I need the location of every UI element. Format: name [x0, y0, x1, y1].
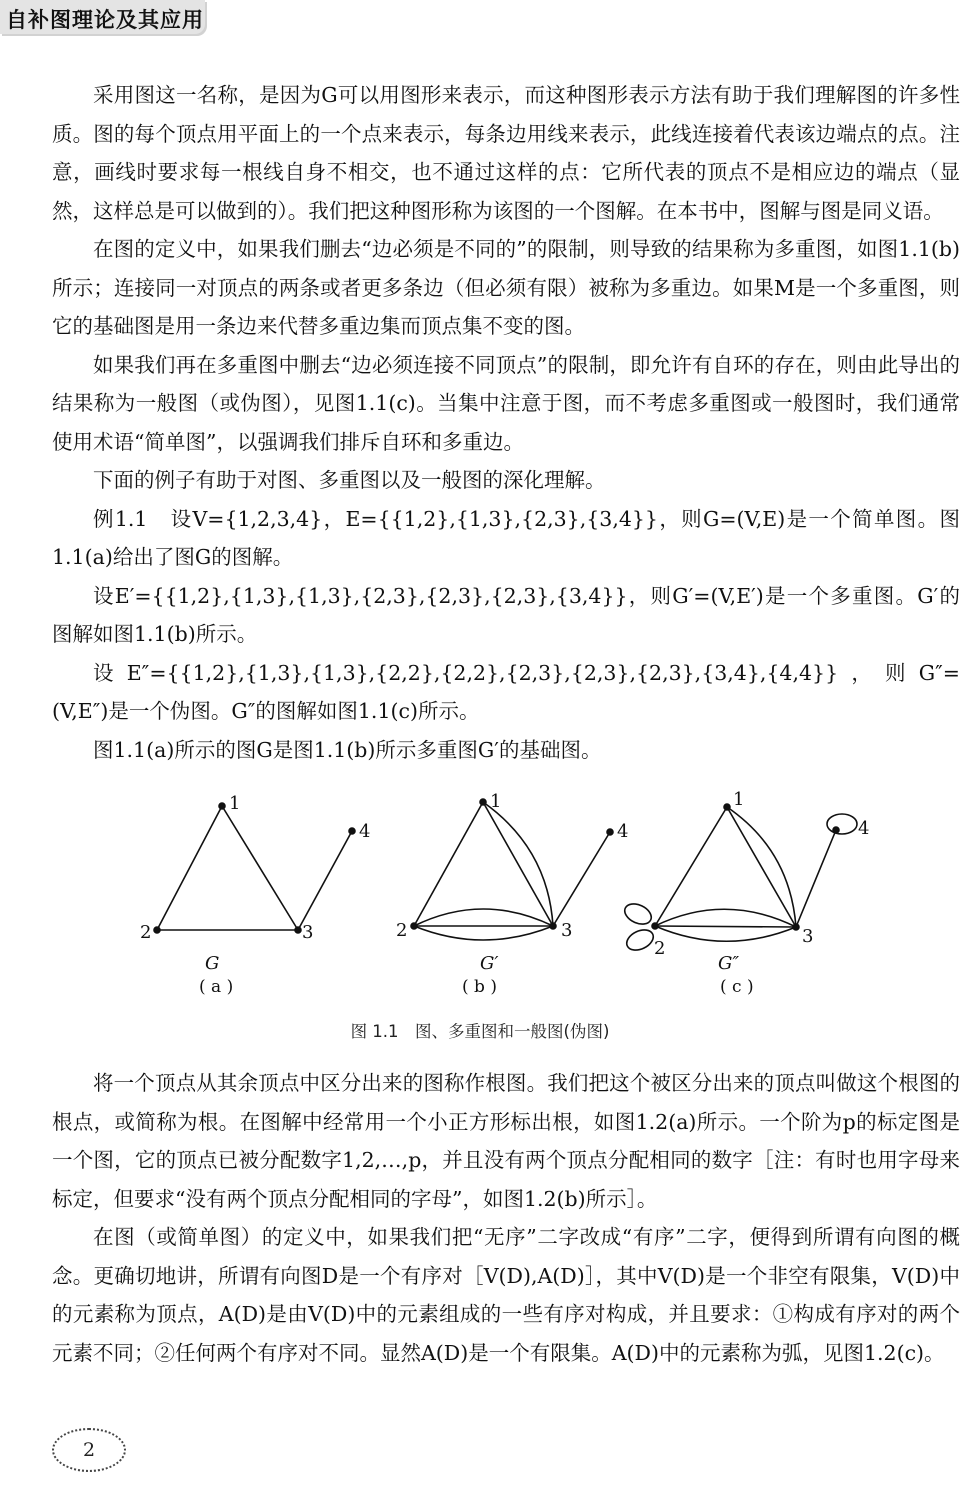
vertex-label: 1	[490, 791, 502, 812]
vertex	[652, 923, 658, 929]
edge	[655, 926, 796, 927]
edge	[553, 832, 610, 926]
page-number-text: 2	[82, 1439, 96, 1461]
paragraph: 图1.1(a)所示的图G是图1.1(b)所示多重图G′的基础图。	[93, 737, 602, 762]
edge	[298, 831, 352, 930]
page-number	[52, 1428, 126, 1472]
edge	[727, 807, 796, 927]
paragraph: 如果我们再在多重图中删去“边必须连接不同顶点”的限制，即允许有自环的存在，则由此导出的结果称为一般图（或伪图），见图1.1(c)。当集中注意于图，而不考虑多重图或一般图时，我们通常使用术语“简单图”，以强调我们排斥自环和多重边。	[52, 352, 960, 454]
edge	[655, 926, 796, 941]
edge	[222, 806, 298, 930]
graph-panel-c	[622, 790, 870, 997]
paragraph: 将一个顶点从其余顶点中区分出来的图称作根图。我们把这个被区分出来的顶点叫做这个根图的根点，或简称为根。在图解中经常用一个小正方形标出根，如图1.2(a)所示。一个阶为p的标定图是一个图，它的顶点已被分配数字1,2,…,p，并且没有两个顶点分配相同的数字［注：有时也用字母来标定，但要求“没有两个顶点分配相同的字母”，如图1.2(b)所示］。	[52, 1071, 960, 1211]
edge	[483, 802, 553, 926]
vertex	[550, 923, 556, 929]
edge	[414, 802, 483, 926]
self-loop	[622, 900, 655, 928]
paragraph: 设E′={{1,2},{1,3},{1,3},{2,3},{2,3},{2,3},{3,4}}，则G′=(V,E′)是一个多重图。G′的图解如图1.1(b)所示。	[52, 583, 960, 646]
paragraph: 下面的例子有助于对图、多重图以及一般图的深化理解。	[93, 468, 606, 492]
vertex	[793, 924, 799, 930]
vertex	[607, 829, 613, 835]
vertex-label: 3	[302, 922, 314, 943]
vertex	[411, 923, 417, 929]
paragraph: 在图的定义中，如果我们删去“边必须是不同的”的限制，则导致的结果称为多重图，如图1.1(b)所示；连接同一对顶点的两条或者更多条边（但必须有限）被称为多重边。如果M是一个多重图，则它的基础图是用一条边来代替多重边集而顶点集不变的图。	[52, 237, 960, 338]
vertex-label: 2	[396, 920, 408, 941]
figure-1-1	[0, 790, 960, 1000]
vertex	[833, 827, 839, 833]
graph-name: G″	[718, 953, 740, 974]
paragraph: 在图（或简单图）的定义中，如果我们把“无序”二字改成“有序”二字，便得到所谓有向图的概念。更确切地讲，所谓有向图D是一个有序对［V(D),A(D)］，其中V(D)是一个非空有限集，V(D)中的元素称为顶点，A(D)是由V(D)中的元素组成的一些有序对构成，并且要求：①构成有序对的两个元素不同；②任何两个有序对不同。显然A(D)是一个有限集。A(D)中的元素称为弧，见图1.2(c)。	[52, 1225, 960, 1365]
example-heading: 例1.1 设V={1,2,3,4}，E={{1,2},{1,3},{2,3},{3,4}}，则G=(V,E)是一个简单图。图1.1(a)给出了图G的图解。	[52, 506, 960, 569]
vertex-label: 4	[858, 818, 870, 839]
vertex-label: 4	[617, 821, 629, 842]
vertex	[295, 927, 301, 933]
panel-label: ( b )	[462, 977, 497, 997]
edge	[414, 909, 553, 926]
edge	[796, 830, 836, 927]
edge	[655, 807, 727, 926]
edge	[655, 909, 796, 927]
vertex-label: 3	[561, 920, 573, 941]
vertex	[349, 828, 355, 834]
vertex-label: 2	[140, 922, 152, 943]
graph-name: G	[205, 953, 220, 974]
edge	[414, 926, 553, 940]
graph-name: G′	[480, 953, 499, 974]
self-loop	[827, 814, 857, 834]
paragraph: 设E″={{1,2},{1,3},{1,3},{2,2},{2,2},{2,3},{2,3},{2,3},{3,4},{4,4}}，则G″=(V,E″)是一个伪图。G″的图解如图1.1(c)所示。	[52, 660, 960, 723]
vertex-label: 1	[733, 790, 745, 810]
vertex	[724, 804, 730, 810]
vertex	[219, 803, 225, 809]
vertex-label: 1	[229, 793, 241, 814]
vertex	[154, 927, 160, 933]
paragraph: 采用图这一名称，是因为G可以用图形来表示，而这种图形表示方法有助于我们理解图的许多性质。图的每个顶点用平面上的一个点来表示，每条边用线来表示，此线连接着代表该边端点的点。注意，画线时要求每一根线自身不相交，也不通过这样的点：它所代表的顶点不是相应边的端点（显然，这样总是可以做到的）。我们把这种图形称为该图的一个图解。在本书中，图解与图是同义语。	[52, 83, 960, 223]
self-loop	[624, 926, 657, 954]
graph-panel-a	[140, 793, 370, 997]
vertex	[480, 799, 486, 805]
vertex-label: 2	[654, 938, 666, 959]
graph-panel-b	[396, 791, 628, 997]
panel-label: ( a )	[199, 977, 234, 997]
book-title: 自补图理论及其应用	[6, 8, 204, 32]
figure-caption: 图 1.1 图、多重图和一般图(伪图)	[350, 1022, 610, 1041]
edge	[157, 806, 222, 930]
vertex-label: 4	[359, 821, 371, 842]
vertex-label: 3	[802, 926, 814, 947]
body-text-top	[52, 76, 960, 769]
body-text-bottom	[52, 1064, 960, 1372]
header-tab	[0, 0, 205, 34]
panel-label: ( c )	[720, 977, 754, 997]
